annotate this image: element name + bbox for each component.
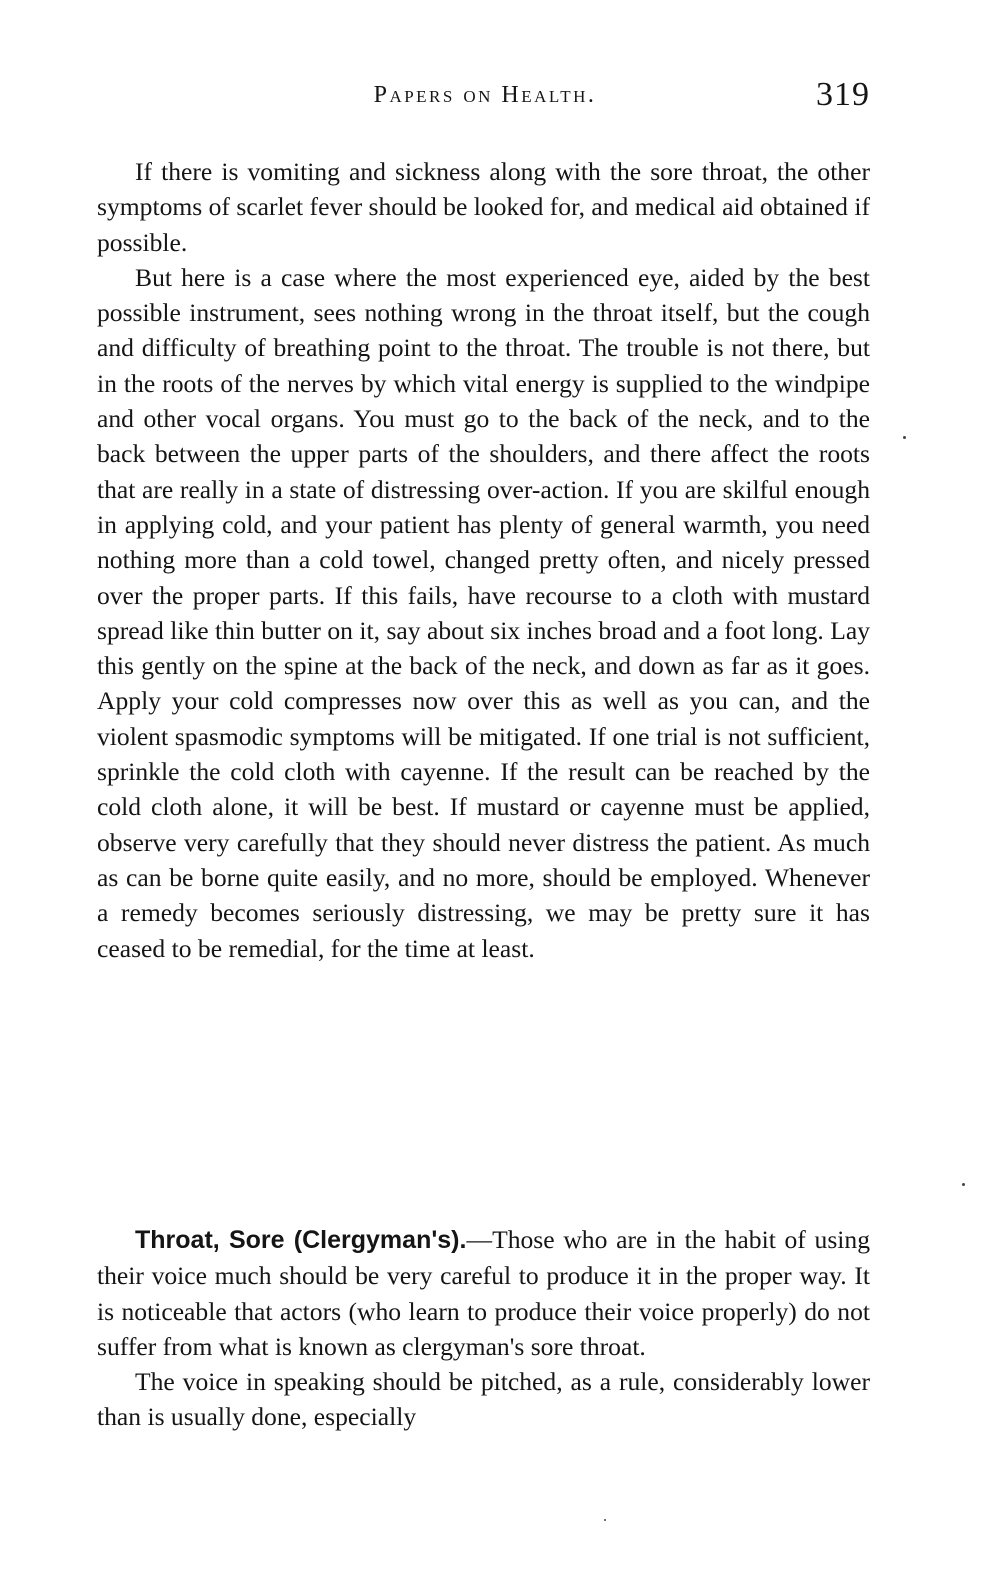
paragraph-voice-pitch: The voice in speaking should be pitched, as a rule, considerably lower than is usually done, especially [97, 1367, 870, 1432]
page-number: 319 [816, 76, 870, 113]
paragraph-scarlet-fever: If there is vomiting and sickness along with the sore throat, the other symptoms of scarlet fever should be looked for, and medical aid obtained if possible. [97, 157, 870, 257]
print-speck [903, 436, 906, 439]
section-clergymans-sore-throat [97, 1222, 870, 1435]
print-speck [962, 1183, 965, 1186]
body-text-upper [97, 154, 870, 966]
running-header [100, 76, 870, 126]
section-lead-text: Those who are in the habit of using their voice much should be very careful to produce it in the proper way. It is noticeable that actors (who learn to produce their voice properly) do not suffer from what is known as clergyman's sore throat. [97, 1225, 871, 1361]
print-speck [604, 1519, 606, 1521]
running-title: Papers on Health. [373, 82, 597, 108]
section-heading: Throat, Sore (Clergyman's). [135, 1226, 467, 1254]
heading-dash: — [466, 1225, 493, 1254]
paragraph-nerve-roots: But here is a case where the most experienced eye, aided by the best possible instrument, sees nothing wrong in the throat itself, but the cough and difficulty of breathing point to the throat. The trouble is not there, but in the roots of the nerves by which vital energy is supplied to the windpipe and other vocal organs. You must go to the back of the neck, and to the back between the upper parts of the shoulders, and there affect the roots that are really in a state of distressing over-action. If you are skilful enough in applying cold, and your patient has plenty of general warmth, you need nothing more than a cold towel, changed pretty often, and nicely pressed over the proper parts. If this fails, have recourse to a cloth with mustard spread like thin butter on it, say about six inches broad and a foot long. Lay this gently on the spine at the back of the neck, and down as far as it goes. Apply your cold compresses now over this as well as you can, and the violent spasmodic symptoms will be mitigated. If one trial is not sufficient, sprinkle the cold cloth with cayenne. If the result can be reached by the cold cloth alone, it will be best. If mustard or cayenne must be applied, observe very carefully that they should never distress the patient. As much as can be borne quite easily, and no more, should be employed. Whenever a remedy becomes seriously distressing, we may be pretty sure it has ceased to be remedial, for the time at least. [97, 262, 870, 963]
section-lead-paragraph [97, 1222, 870, 1364]
